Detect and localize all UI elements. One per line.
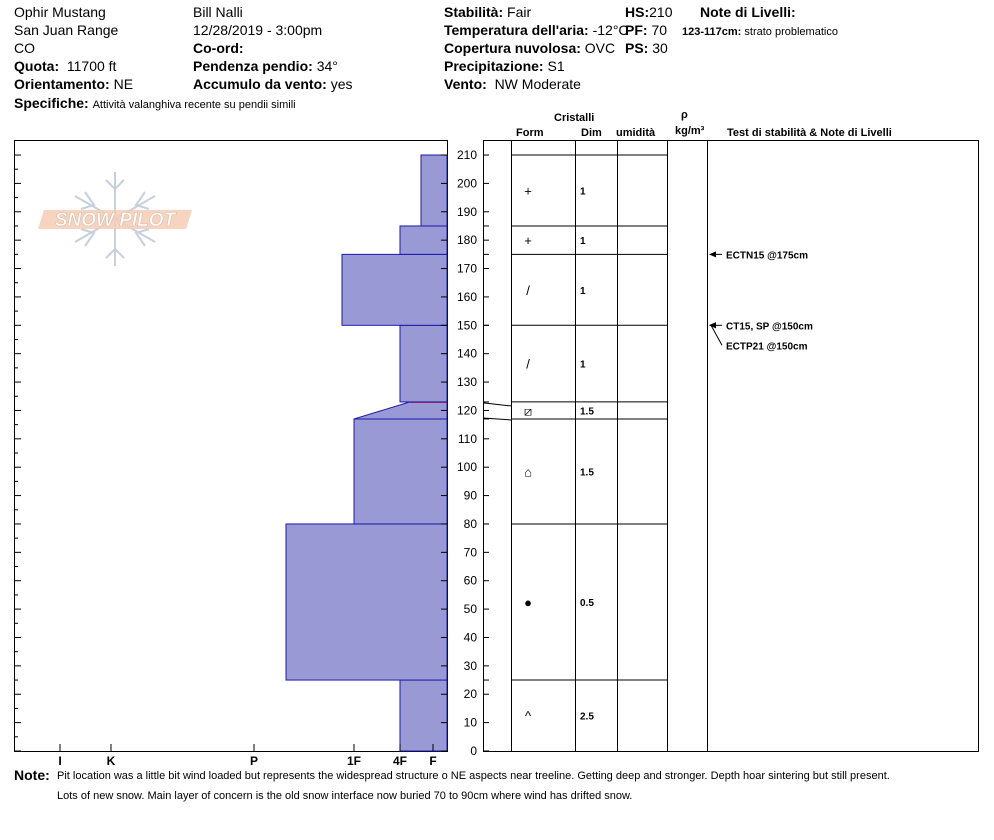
- cloud-cover-label: Copertura nuvolosa:: [444, 40, 581, 56]
- height-tick-label: 190: [456, 204, 477, 219]
- range-name: San Juan Range: [14, 22, 119, 38]
- hardness-bar: [400, 226, 447, 254]
- hs-value: 210: [649, 4, 673, 20]
- specifics-value: Attività valanghiva recente su pendii simili: [92, 99, 296, 111]
- size-header: Dim: [581, 127, 602, 139]
- density-symbol: ρ: [681, 109, 688, 121]
- layer-table-frame: [484, 141, 979, 752]
- pf-label: PF:: [625, 22, 648, 38]
- hardness-label: F: [429, 754, 437, 768]
- quota-value: 11700 ft: [66, 58, 117, 74]
- air-temp-label: Temperatura dell'aria:: [444, 22, 589, 38]
- grain-size-value: 1: [580, 359, 586, 371]
- height-tick-label: 50: [463, 602, 477, 617]
- notes-label: Note:: [14, 767, 50, 783]
- stability-tests: [709, 250, 813, 352]
- hardness-bar: [421, 155, 447, 226]
- wind-value: NW Moderate: [494, 76, 581, 92]
- height-tick-label: 30: [463, 658, 477, 673]
- density-unit: kg/m³: [675, 125, 705, 137]
- hardness-label: I: [58, 754, 62, 768]
- crystals-header: Cristalli: [554, 112, 595, 124]
- moisture-header: umidità: [616, 127, 656, 139]
- height-tick-label: 170: [456, 261, 477, 276]
- state-name: CO: [14, 40, 35, 56]
- precipitation-label: Precipitazione:: [444, 58, 544, 74]
- height-tick-label: 130: [456, 375, 477, 390]
- slope-label: Pendenza pendio:: [193, 58, 313, 74]
- grain-size-value: 1.5: [580, 467, 594, 479]
- height-tick-label: 120: [456, 403, 477, 418]
- grain-size-value: 0.5: [580, 598, 594, 610]
- grain-form-symbol: ^: [524, 708, 532, 724]
- test-arrow-icon: [709, 251, 716, 257]
- ps-value: 30: [652, 40, 668, 56]
- test-label: ECTP21 @150cm: [726, 341, 808, 353]
- logo-text: SNOW PILOT: [54, 210, 176, 231]
- location-name: Ophir Mustang: [14, 4, 106, 20]
- grain-size-value: 1: [580, 236, 586, 248]
- height-tick-label: 200: [456, 176, 477, 191]
- wind-loading-value: yes: [330, 76, 353, 92]
- stability-label: Stabilità:: [444, 4, 504, 20]
- observer-name: Bill Nalli: [193, 4, 243, 20]
- grain-size-value: 1: [580, 285, 586, 297]
- height-tick-label: 180: [456, 233, 477, 248]
- cloud-cover-value: OVC: [584, 40, 616, 56]
- tests-header: Test di stabilità & Note di Livelli: [727, 127, 892, 139]
- grain-form-symbol: ●: [524, 595, 532, 611]
- height-axis: [457, 148, 489, 758]
- pf-value: 70: [651, 22, 668, 38]
- air-temp-value: -12°C: [592, 22, 629, 38]
- hardness-bar: [400, 680, 447, 751]
- specifics-label: Specifiche:: [14, 95, 89, 111]
- ps-label: PS:: [625, 40, 649, 56]
- height-tick-label: 160: [456, 289, 477, 304]
- height-tick-label: 0: [470, 744, 477, 758]
- hardness-bar: [400, 325, 447, 402]
- test-pointer-line: [711, 325, 722, 345]
- hardness-label: 1F: [346, 754, 362, 768]
- layer-notes-label: Note di Livelli:: [700, 4, 796, 20]
- height-tick-label: 60: [463, 573, 477, 588]
- hardness-axis-labels: [58, 744, 436, 768]
- stability-value: Fair: [507, 4, 532, 20]
- test-label: CT15, SP @150cm: [726, 321, 813, 333]
- grain-size-value: 2.5: [580, 711, 594, 723]
- table-column-lines: [512, 140, 708, 752]
- height-tick-label: 90: [463, 488, 477, 503]
- wind-label: Vento:: [444, 76, 487, 92]
- notes-line-1: Pit location was a little bit wind loaded but represents the widespread structure o NE aspects near treeline. Getting deep and stronger. Depth hoar sintering but still present.: [57, 770, 890, 782]
- hardness-label: 4F: [392, 754, 408, 768]
- hardness-bars: [286, 155, 447, 751]
- snowpilot-logo: [38, 172, 192, 266]
- height-tick-label: 20: [463, 687, 477, 702]
- layer-note-text: strato problematico: [744, 26, 838, 38]
- notes-line-2: Lots of new snow. Main layer of concern is the old snow interface now buried 70 to 90cm where wind has drifted snow.: [57, 790, 633, 802]
- hardness-bar: [342, 254, 447, 325]
- height-tick-label: 10: [463, 715, 477, 730]
- height-tick-label: 140: [456, 346, 477, 361]
- hardness-bar: [354, 419, 447, 524]
- height-tick-label: 40: [463, 630, 477, 645]
- quota-label: Quota:: [14, 58, 60, 74]
- height-tick-label: 150: [456, 318, 477, 333]
- grain-form-symbol: /: [526, 282, 530, 298]
- grain-form-symbol: +: [524, 183, 532, 199]
- hardness-bar-transition: [354, 402, 447, 419]
- height-tick-label: 100: [456, 460, 477, 475]
- hardness-bar: [286, 524, 447, 680]
- height-tick-label: 110: [457, 431, 477, 446]
- height-tick-label: 210: [456, 148, 477, 163]
- grain-size-value: 1: [580, 186, 586, 198]
- coord-label: Co-ord:: [193, 40, 244, 56]
- wind-loading-label: Accumulo da vento:: [193, 76, 327, 92]
- grain-form-symbol: ⧄: [523, 403, 533, 419]
- orientation-value: NE: [113, 76, 134, 92]
- hardness-label: P: [249, 754, 259, 768]
- hardness-label: K: [106, 754, 116, 768]
- grain-form-symbol: ⌂: [524, 464, 532, 480]
- grain-size-value: 1.5: [580, 406, 594, 418]
- hs-label: HS:: [625, 4, 650, 20]
- grain-form-symbol: +: [524, 233, 532, 249]
- height-tick-label: 70: [463, 545, 477, 560]
- grain-form-symbol: /: [526, 356, 530, 372]
- layer-note-range: 123-117cm:: [682, 26, 742, 38]
- precipitation-value: S1: [547, 58, 565, 74]
- test-label: ECTN15 @175cm: [726, 250, 809, 262]
- date-time: 12/28/2019 - 3:00pm: [193, 22, 323, 38]
- form-header: Form: [516, 127, 544, 139]
- orientation-label: Orientamento:: [14, 76, 110, 92]
- problem-layer-connector-top: [483, 403, 511, 406]
- height-tick-label: 80: [463, 516, 477, 531]
- slope-value: 34°: [316, 58, 338, 74]
